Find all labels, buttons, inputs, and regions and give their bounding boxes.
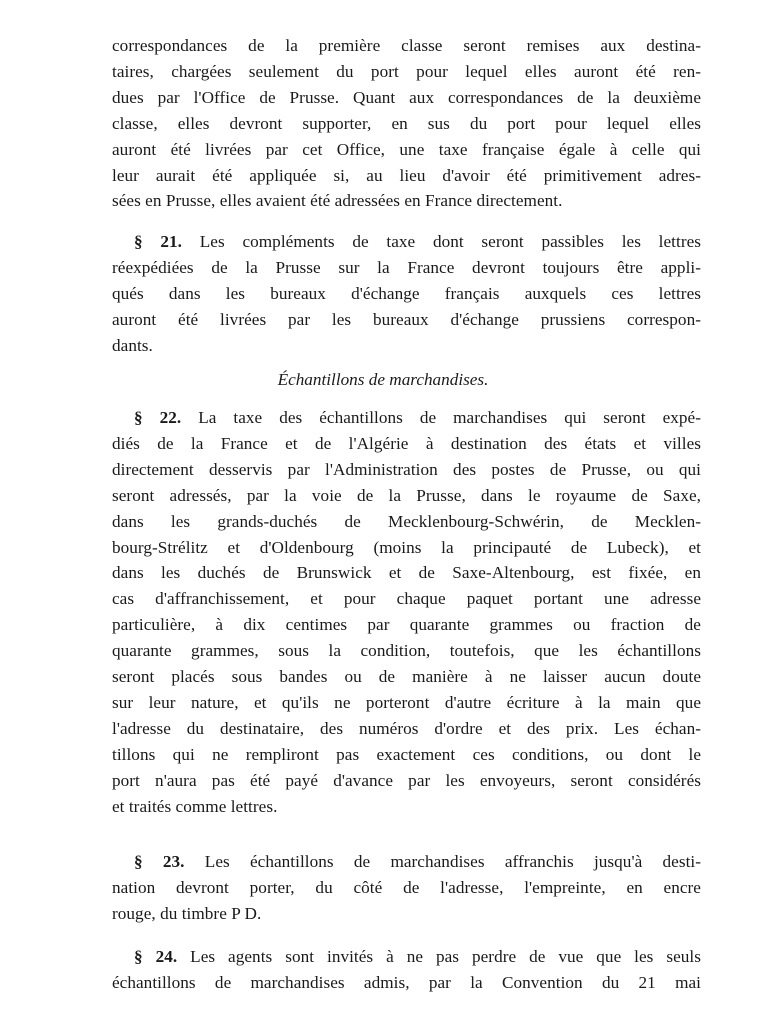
text-line: taires, chargées seulement du port pour lequel elles auront été ren- <box>112 61 701 81</box>
text-line: dants. <box>112 335 153 355</box>
section-23 <box>112 849 701 927</box>
text-line: bourg-Strélitz et d'Oldenbourg (moins la principauté de Lubeck), et <box>112 537 701 557</box>
text-line: quarante grammes, sous la condition, toutefois, que les échantillons <box>112 641 701 661</box>
paragraph-continuation <box>112 33 701 214</box>
text-line: seront adressés, par la voie de la Prusse, dans le royaume de Saxe, <box>112 485 701 505</box>
text-line: port n'aura pas été payé d'avance par les envoyeurs, seront considérés <box>112 770 701 790</box>
text-line: et traités comme lettres. <box>112 796 278 816</box>
text-line: réexpédiées de la Prusse sur la France devront toujours être appli- <box>112 257 701 277</box>
text-line: sées en Prusse, elles avaient été adressées en France directement. <box>112 191 563 211</box>
section-text: Les agents sont invités à ne pas perdre de vue que les seuls <box>190 947 701 966</box>
text-line <box>112 944 701 970</box>
text-line: directement desservis par l'Administration des postes de Prusse, ou qui <box>112 459 701 479</box>
text-line: dans les duchés de Brunswick et de Saxe-Altenbourg, est fixée, en <box>112 563 701 583</box>
section-24 <box>112 944 701 996</box>
text-line <box>112 849 701 875</box>
text-line: seront placés sous bandes ou de manière à ne laisser aucun doute <box>112 667 701 687</box>
section-text: Les échantillons de marchandises affranchis jusqu'à desti- <box>204 852 702 871</box>
text-line: classe, elles devront supporter, en sus du port pour lequel elles <box>112 113 701 133</box>
text-line: nation devront porter, du côté de l'adresse, l'empreinte, en encre <box>112 877 701 897</box>
text-line: cas d'affranchissement, et pour chaque paquet portant une adresse <box>112 589 701 609</box>
text-line: particulière, à dix centimes par quarante grammes ou fraction de <box>112 615 701 635</box>
text-line: échantillons de marchandises admis, par la Convention du 21 mai <box>112 972 701 992</box>
text-line: rouge, du timbre P D. <box>112 903 262 923</box>
section-heading: Échantillons de marchandises. <box>277 370 489 389</box>
section-text: Les compléments de taxe dont seront passibles les lettres <box>199 232 702 251</box>
section-number: § 22. <box>134 408 182 427</box>
section-22 <box>112 405 701 820</box>
text-line: l'adresse du destinataire, des numéros d'ordre et des prix. Les échan- <box>112 718 701 738</box>
section-number: § 21. <box>134 232 183 251</box>
text-line: auront été livrées par les bureaux d'échange prussiens correspon- <box>112 309 701 329</box>
text-line: dues par l'Office de Prusse. Quant aux correspondances de la deuxième <box>112 87 701 107</box>
text-line: tillons qui ne rempliront pas exactement ces conditions, ou dont le <box>112 744 701 764</box>
text-line: qués dans les bureaux d'échange français auxquels ces lettres <box>112 283 701 303</box>
text-line: dans les grands-duchés de Mecklenbourg-Schwérin, de Mecklen- <box>112 511 701 531</box>
text-line <box>112 405 701 431</box>
text-line: sur leur nature, et qu'ils ne porteront d'autre écriture à la main que <box>112 692 701 712</box>
text-line: diés de la France et de l'Algérie à destination des états et villes <box>112 433 701 453</box>
section-text: La taxe des échantillons de marchandises qui seront expé- <box>198 408 701 427</box>
text-line <box>112 229 701 255</box>
section-21 <box>112 229 701 359</box>
text-line: leur aurait été appliquée si, au lieu d'avoir été primitivement adres- <box>112 165 701 185</box>
section-number: § 23. <box>134 852 185 871</box>
text-line: correspondances de la première classe seront remises aux destina- <box>112 36 701 55</box>
section-number: § 24. <box>134 947 178 966</box>
text-line: auront été livrées par cet Office, une taxe française égale à celle qui <box>112 139 701 159</box>
